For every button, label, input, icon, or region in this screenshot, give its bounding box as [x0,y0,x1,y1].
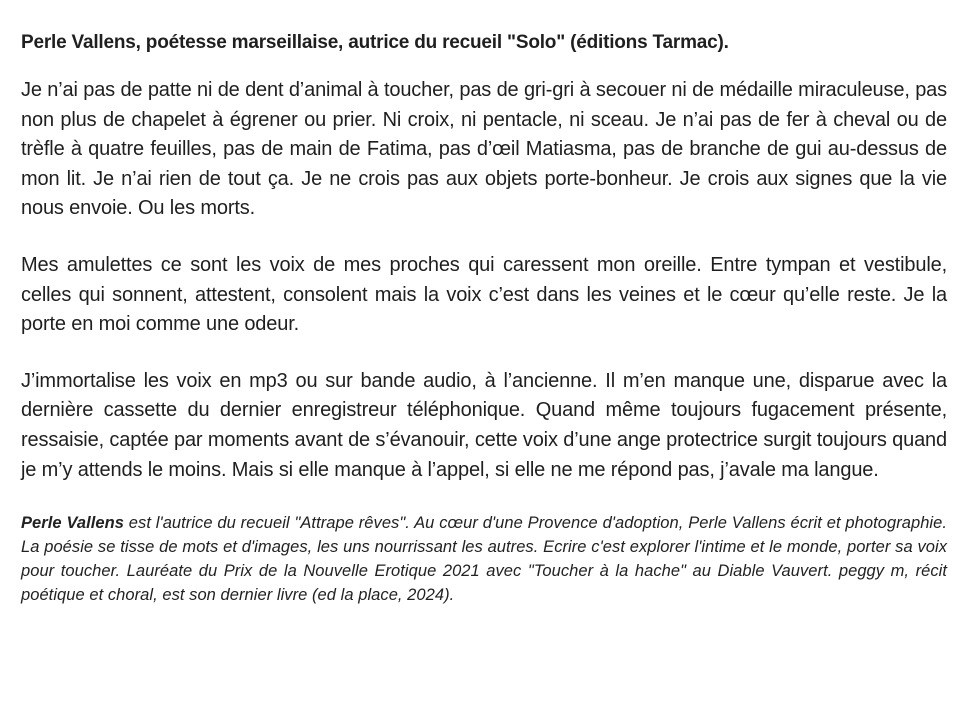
paragraph-1: Je n’ai pas de patte ni de dent d’animal à toucher, pas de gri-gri à secouer ni de médaille miraculeuse, pas non plus de chapelet à égrener ou prier. Ni croix, ni pentacle, ni sceau. Je n’ai pas de fer à cheval ou de trèfle à quatre feuilles, pas de main de Fatima, pas d’œil Matiasma, pas de branche de gui au-dessus de mon lit. Je n’ai rien de tout ça. Je ne crois pas aux objets porte-bonheur. Je crois aux signes que la vie nous envoie. Ou les morts. [21,79,947,220]
paragraph-2: Mes amulettes ce sont les voix de mes proches qui caressent mon oreille. Entre tympan et vestibule, celles qui sonnent, attestent, consolent mais la voix c’est dans les veines et le cœur qu’elle reste. Je la porte en moi comme une odeur. [21,253,947,336]
paragraph-3: J’immortalise les voix en mp3 ou sur bande audio, à l’ancienne. Il m’en manque une, disparue avec la dernière cassette du dernier enregistreur téléphonique. Quand même toujours fugacement présente, ressaisie, captée par moments avant de s’évanouir, cette voix d’une ange protectrice surgit toujours quand je m’y attends le moins. Mais si elle manque à l’appel, si elle ne me répond pas, j’avale ma langue. [21,369,947,481]
bio-text: est l'autrice du recueil "Attrape rêves". Au cœur d'une Provence d'adoption, Perle Vallens écrit et photographie. La poésie se tisse de mots et d'images, les uns nourrissant les autres. Ecrire c'est explorer l'intime et le monde, porter sa voix pour toucher. Lauréate du Prix de la Nouvelle Erotique 2021 avec "Toucher à la hache" au Diable Vauvert. peggy m, récit poétique et choral, est son dernier livre (ed la place, 2024). [21,514,947,604]
author-bio [21,512,947,607]
article-heading: Perle Vallens, poétesse marseillaise, autrice du recueil "Solo" (éditions Tarmac). [21,32,729,53]
bio-author-name: Perle Vallens [21,514,124,533]
